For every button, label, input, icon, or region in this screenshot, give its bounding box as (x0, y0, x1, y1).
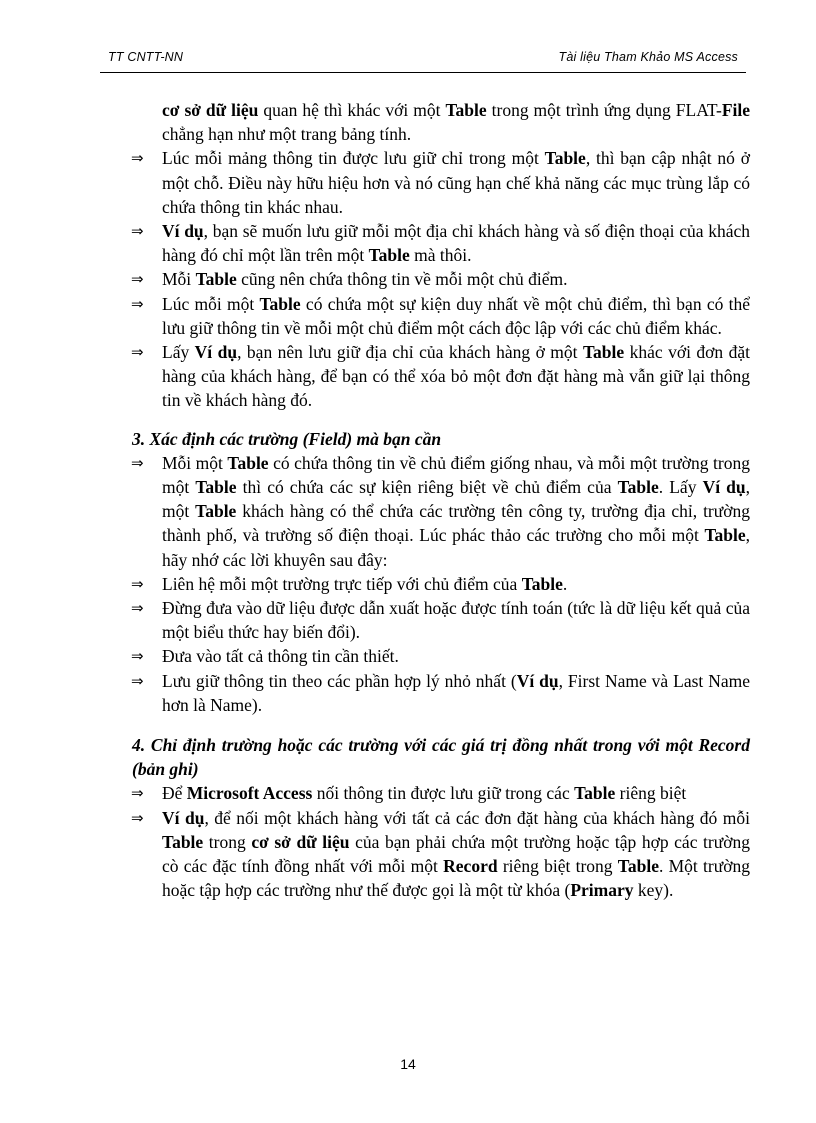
bold-term: Table (368, 245, 410, 266)
arrow-bullet-icon: ⇒ (131, 270, 144, 289)
text-run: . (562, 573, 568, 594)
text-run: trong một trình ứng dụng FLAT- (486, 100, 722, 120)
header-right: Tài liệu Tham Khảo MS Access (558, 50, 738, 64)
bold-term: Table (227, 452, 269, 473)
section-heading: 4. Chỉ định trường hoặc các trường với các giá trị đồng nhất trong với một Record (bản ghi) (132, 735, 750, 780)
text-run: Lúc mỗi một (162, 293, 260, 314)
arrow-bullet-icon: ⇒ (131, 222, 144, 241)
bullet-item (132, 146, 750, 219)
bullet-item (132, 806, 750, 903)
text-run: , để nối một khách hàng với tất cả các đơn đặt hàng của khách hàng đó mỗi (204, 807, 751, 828)
bold-term: cơ sở dữ liệu (251, 831, 350, 852)
bold-term: Table (574, 783, 616, 804)
paragraph-continuation (132, 98, 750, 146)
bold-term: Microsoft Access (186, 783, 313, 804)
text-run: . Lấy (658, 477, 703, 498)
bold-term: File (721, 100, 750, 120)
section-heading: 3. Xác định các trường (Field) mà bạn cần (132, 428, 442, 449)
text-run: Lưu giữ thông tin theo các phần hợp lý nhỏ nhất ( (162, 670, 517, 691)
bullet-item (132, 781, 750, 805)
text-run: Lấy (162, 342, 195, 363)
bold-term: Table (704, 525, 746, 546)
text-run: có chứa một sự kiện duy nhất về một chủ điểm, thì bạn có thể lưu giữ thông tin về mỗi một chủ điểm một cách độc lập với các chủ điểm khác. (162, 293, 750, 338)
bold-term: Ví dụ (516, 670, 559, 691)
bullet-item (132, 644, 750, 668)
bullet-item (132, 219, 750, 267)
text-run: , thì bạn cập nhật nó ở một chỗ. Điều này hữu hiệu hơn và nó cũng hạn chế khả năng các mục trùng lắp có chứa thông tin khác nhau. (162, 148, 750, 217)
header-rule (100, 72, 746, 73)
text-run: thì có chứa các sự kiện riêng biệt về chủ điểm của (236, 477, 618, 498)
text-run: chẳng hạn như một trang bảng tính. (162, 124, 412, 145)
bullet-item (132, 451, 750, 572)
text-run: Đừng đưa vào dữ liệu được dẫn xuất hoặc được tính toán (tức là dữ liệu kết quả của một biểu thức hay biến đổi). (162, 598, 750, 643)
arrow-bullet-icon: ⇒ (131, 808, 144, 827)
text-run: . Một trường hoặc tập hợp các trường như thế được gọi là một từ khóa ( (162, 856, 750, 901)
header-left: TT CNTT-NN (108, 50, 184, 64)
arrow-bullet-icon: ⇒ (131, 574, 144, 593)
arrow-bullet-icon: ⇒ (131, 671, 144, 690)
bold-term: Table (195, 501, 237, 522)
text-run: Lúc mỗi mảng thông tin được lưu giữ chỉ trong một (162, 148, 545, 169)
bold-term: Ví dụ (702, 477, 746, 498)
bullet-item (132, 669, 750, 717)
text-run: key). (633, 880, 674, 901)
bold-term: Table (445, 100, 487, 120)
bold-term: Primary (570, 880, 634, 901)
text-run: Đưa vào tất cả thông tin cần thiết. (162, 646, 399, 667)
arrow-bullet-icon: ⇒ (131, 149, 144, 168)
bold-term: cơ sở dữ liệu (162, 100, 259, 120)
text-run: khách hàng có thể chứa các trường tên công ty, trường địa chỉ, trường thành phố, và trường số điện thoại. Lúc phác thảo các trường cho mỗi một (162, 501, 750, 546)
text-run: Liên hệ mỗi một trường trực tiếp với chủ điểm của (162, 573, 522, 594)
bold-term: Table (195, 269, 237, 290)
text-run: , hãy nhớ các lời khuyên sau đây: (162, 525, 750, 570)
text-run: có chứa thông tin về chủ điểm giống nhau, và mỗi một trường trong một (162, 452, 750, 498)
bold-term: Table (544, 148, 586, 169)
bold-term: Ví dụ (162, 807, 205, 828)
text-run: khác với đơn đặt hàng của khách hàng, để bạn có thể xóa bỏ một đơn đặt hàng mà vẫn giữ lại thông tin về khách hàng đó. (162, 342, 750, 411)
bold-term: Table (521, 573, 563, 594)
arrow-bullet-icon: ⇒ (131, 453, 144, 472)
bullet-item (132, 292, 750, 340)
text-run: quan hệ thì khác với một (258, 100, 446, 120)
bold-term: Table (582, 342, 625, 363)
bullet-item (132, 267, 750, 291)
arrow-bullet-icon: ⇒ (131, 294, 144, 313)
bold-term: Table (195, 477, 237, 498)
bullet-item (132, 596, 750, 644)
text-run: Mỗi một (162, 452, 228, 473)
text-run: , bạn sẽ muốn lưu giữ mỗi một địa chỉ khách hàng và số điện thoại của khách hàng đó chỉ một lần trên một (162, 221, 751, 266)
text-run: riêng biệt trong (497, 856, 618, 877)
text-run: của bạn phải chứa một trường hoặc tập hợp các trường cò các đặc tính đồng nhất với mỗi một (162, 831, 750, 877)
text-run: Mỗi (162, 269, 196, 290)
text-run: cũng nên chứa thông tin về mỗi một chủ điểm. (236, 269, 568, 290)
text-run: , bạn nên lưu giữ địa chỉ của khách hàng ở một (237, 342, 583, 363)
arrow-bullet-icon: ⇒ (131, 343, 144, 362)
bold-term: Record (443, 856, 498, 877)
document-body (132, 98, 750, 903)
bold-term: Ví dụ (162, 221, 204, 242)
text-run: mà thôi. (409, 245, 472, 266)
bold-term: Ví dụ (194, 342, 238, 363)
bullet-item (132, 340, 750, 413)
bold-term: Table (259, 293, 301, 314)
arrow-bullet-icon: ⇒ (131, 784, 144, 803)
arrow-bullet-icon: ⇒ (131, 647, 144, 666)
bold-term: Table (162, 831, 204, 852)
text-run: nối thông tin được lưu giữ trong các (312, 783, 575, 804)
text-run: riêng biệt (615, 783, 687, 804)
bold-term: Table (617, 477, 659, 498)
page-number: 14 (400, 1056, 416, 1072)
text-run: , First Name và Last Name hơn là Name). (162, 670, 750, 715)
text-run: , một (162, 477, 751, 522)
arrow-bullet-icon: ⇒ (131, 599, 144, 618)
bullet-item (132, 572, 750, 596)
text-run: trong (203, 831, 252, 852)
text-run: Để (162, 783, 187, 804)
bold-term: Table (617, 856, 659, 877)
